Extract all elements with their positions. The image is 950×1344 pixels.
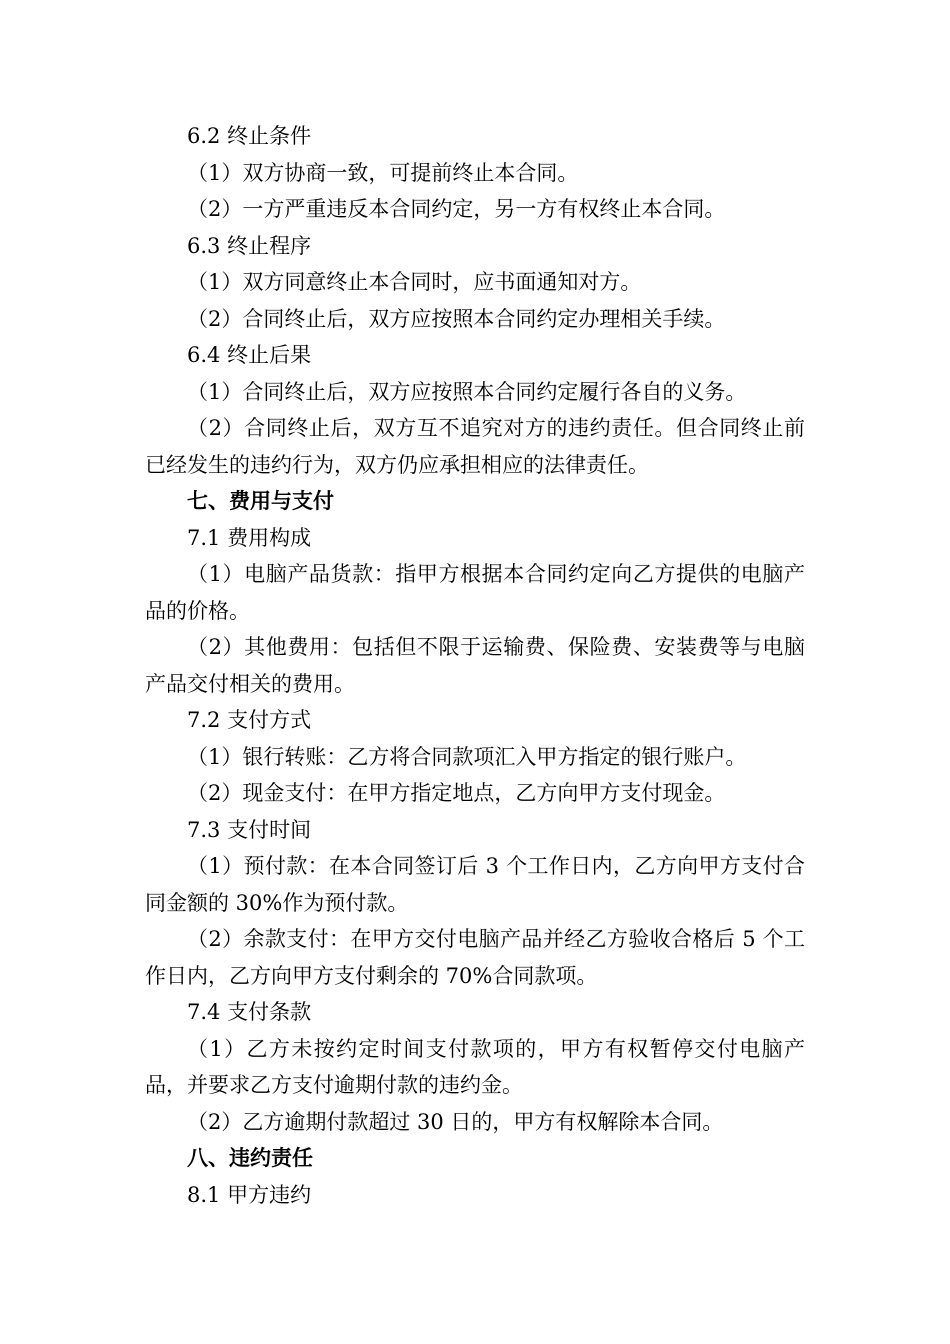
paragraph: （1）预付款：在本合同签订后 3 个工作日内，乙方向甲方支付合同金额的 30%作为预付款。 [145, 854, 805, 915]
paragraph: （2）乙方逾期付款超过 30 日的，甲方有权解除本合同。 [187, 1109, 724, 1134]
paragraph: （2）其他费用：包括但不限于运输费、保险费、安装费等与电脑产品交付相关的费用。 [145, 635, 805, 696]
section-heading: 八、违约责任 [187, 1145, 313, 1170]
paragraph: 6.2 终止条件 [187, 124, 312, 148]
paragraph: （2）合同终止后，双方互不追究对方的违约责任。但合同终止前已经发生的违约行为，双方仍应承担相应的法律责任。 [145, 416, 805, 477]
paragraph: （1）双方同意终止本合同时，应书面通知对方。 [187, 270, 642, 294]
paragraph: （2）余款支付：在甲方交付电脑产品并经乙方验收合格后 5 个工作日内，乙方向甲方支付剩余的 70%合同款项。 [145, 927, 805, 988]
paragraph: 6.4 终止后果 [187, 343, 312, 367]
paragraph: （1）银行转账：乙方将合同款项汇入甲方指定的银行账户。 [187, 744, 747, 769]
paragraph: 7.3 支付时间 [187, 817, 312, 842]
paragraph: （1）合同终止后，双方应按照本合同约定履行各自的义务。 [187, 379, 747, 404]
paragraph: （1）乙方未按约定时间支付款项的，甲方有权暂停交付电脑产品，并要求乙方支付逾期付款的违约金。 [145, 1036, 805, 1097]
paragraph: （1）电脑产品货款：指甲方根据本合同约定向乙方提供的电脑产品的价格。 [145, 562, 805, 623]
paragraph: （2）合同终止后，双方应按照本合同约定办理相关手续。 [187, 306, 726, 331]
paragraph: 6.3 终止程序 [187, 233, 312, 258]
paragraph: 7.2 支付方式 [187, 708, 312, 732]
paragraph: 7.4 支付条款 [187, 1000, 312, 1024]
paragraph: 8.1 甲方违约 [187, 1182, 312, 1207]
paragraph: （1）双方协商一致，可提前终止本合同。 [187, 160, 579, 185]
paragraph: 7.1 费用构成 [187, 525, 312, 550]
paragraph: （2）一方严重违反本合同约定，另一方有权终止本合同。 [187, 197, 726, 221]
section-heading: 七、费用与支付 [187, 488, 334, 513]
paragraph: （2）现金支付：在甲方指定地点，乙方向甲方支付现金。 [187, 781, 726, 805]
document-body [145, 118, 805, 1213]
